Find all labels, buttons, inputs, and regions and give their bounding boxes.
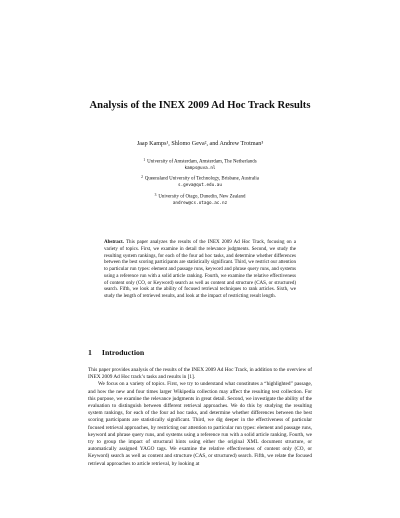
affiliation-mark: 1 <box>143 158 146 162</box>
abstract-text: This paper analyzes the results of the INEX 2009 Ad Hoc Track, focusing on a variety of topics. First, we examine in detail the relevance judgments. Second, we study the resulting system rankings, for each of the four ad hoc tasks, and determine whether differences between the best scoring participants are statistically significant. Third, we restrict our attention to particular run types: element and passage runs, keyword and phrase query runs, and systems using a reference run with a solid article ranking. Fourth, we examine the relative effectiveness of content only (CO, or Keyword) search as well as content and structure (CAS, or structured) search. Fifth, we look at the ability of focused retrieval techniques to rank articles. Sixth, we study the length of retrieved results, and look at the impact of restricting result length. <box>104 240 296 299</box>
affiliation-name: Queensland University of Technology, Brisbane, Australia <box>144 176 259 182</box>
abstract-label: Abstract. <box>104 240 124 245</box>
affiliation-1 <box>60 157 340 166</box>
affiliation-3 <box>60 192 340 201</box>
section-number: 1 <box>88 348 92 357</box>
affiliation-name: University of Amsterdam, Amsterdam, The Netherlands <box>147 159 257 165</box>
affiliation-mark: 3 <box>154 192 157 197</box>
paragraph: We focus on a variety of topics. First, we try to understand what constitutes a “highlighted” passage, and how the new and four times larger Wikipedia collection may affect the resulting test collection. For this purpose, we examine the relevance judgments in great detail. Second, we investigate the ability of the evaluation to distinguish between different retrieval approaches. We do this by studying the resulting system rankings, for each of the four ad hoc tasks, and determine whether differences between the best scoring participants are statistically significant. Third, we dig deeper in the effectiveness of particular focused retrieval approaches, by restricting our attention to particular run types: element and passage runs, keyword and phrase query runs, and systems using a reference run with a solid article ranking. Fourth, we try to group the impact of structural hints using either the original XML document structure, or automatically assigned YAGO tags. We examine the relative effectiveness of content only (CO, or Keyword) search as well as content and structure (CAS, or structured) search. Fifth, we relate the focused retrieval approaches to article retrieval, by looking at <box>88 381 312 467</box>
affiliation-email: andrew@cs.otago.ac.nz <box>172 200 228 206</box>
body-text <box>88 367 312 468</box>
paper-title: Analysis of the INEX 2009 Ad Hoc Track Results <box>89 100 311 111</box>
section-title: Introduction <box>101 348 145 357</box>
affiliation-email: s.geva@qut.edu.au <box>178 183 222 189</box>
abstract <box>104 240 296 301</box>
affiliation-block <box>60 157 340 207</box>
author-list: Jaap Kamps¹, Shlomo Geva², and Andrew Trotman³ <box>136 141 264 147</box>
section-heading <box>88 348 312 357</box>
affiliation-mark: 2 <box>141 175 143 180</box>
paragraph: This paper provides analysis of the results of the INEX 2009 Ad Hoc Track, in addition to the overview of INEX 2009 Ad Hoc track’s tasks and results in [1]. <box>88 367 312 381</box>
affiliation-name: University of Otago, Dunedin, New Zealand <box>158 194 246 200</box>
affiliation-email: kamps@uva.nl <box>184 166 216 172</box>
